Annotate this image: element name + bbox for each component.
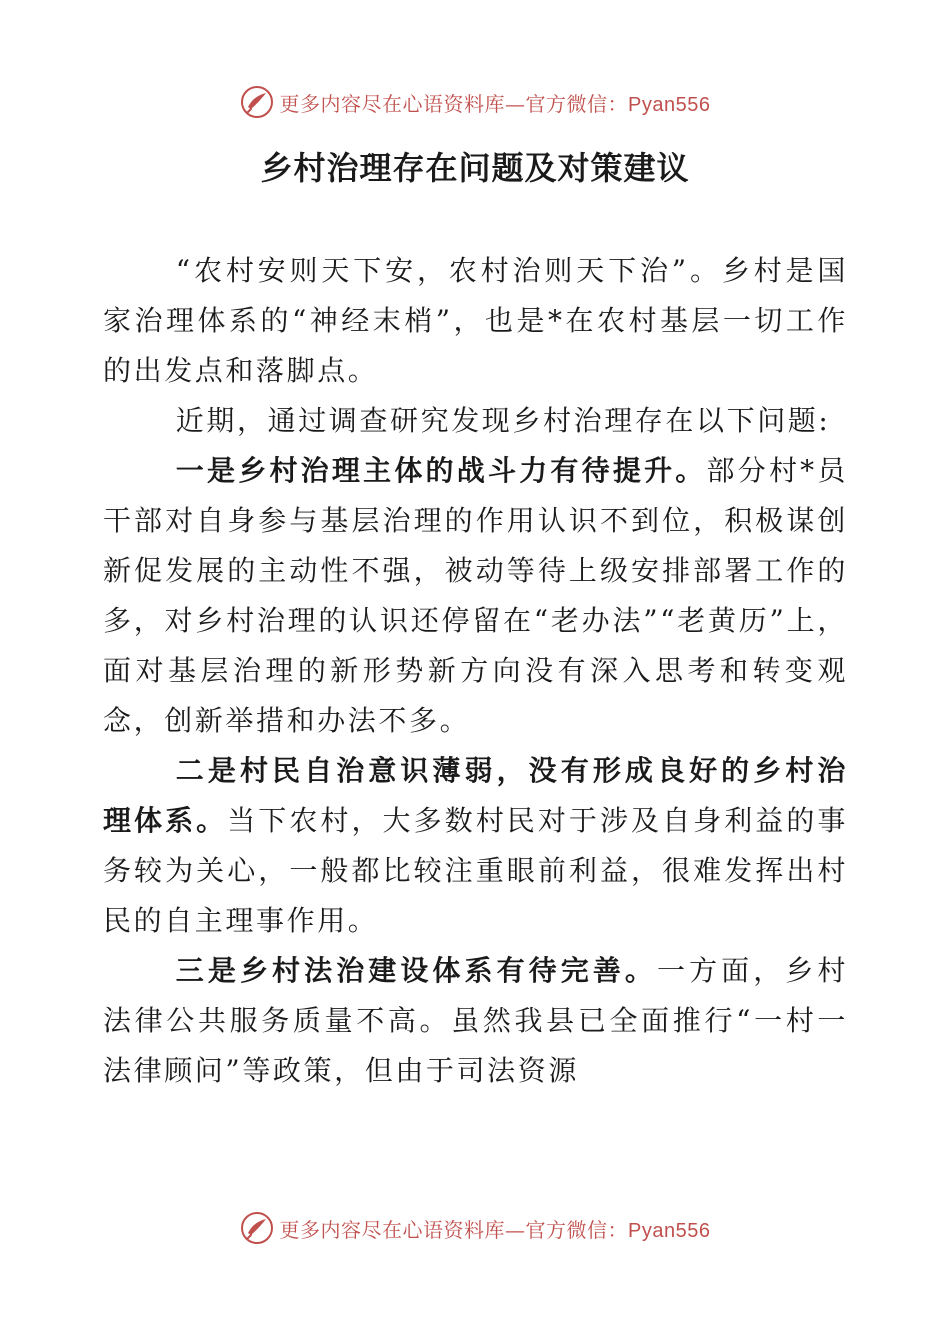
paragraph-2: 近期，通过调查研究发现乡村治理存在以下问题: (175, 404, 831, 437)
paragraph-3: 一是乡村治理主体的战斗力有待提升。部分村*员干部对自身参与基层治理的作用认识不到位，积极谋创新促发展的主动性不强，被动等待上级安排部署工作的多，对乡村治理的认识还停留在“老办法”“老黄历”上，面对基层治理的新形势新方向没有深入思考和转变观念，创新举措和办法不多。 (103, 454, 848, 737)
paragraph-4-heading: 二是村民自治意识薄弱，没有形成良好的乡村治理体系。 (103, 754, 848, 837)
pen-logo-icon (240, 1211, 274, 1245)
paragraph-1: “农村安则天下安，农村治则天下治”。乡村是国家治理体系的“神经末梢”，也是*在农村基层一切工作的出发点和落脚点。 (103, 254, 848, 387)
watermark-text: 更多内容尽在心语资料库—官方微信：Pyan556 (279, 1217, 711, 1242)
footer-watermark (0, 1208, 950, 1248)
paragraph-5-heading: 三是乡村法治建设体系有待完善。 (175, 954, 657, 987)
header-watermark (0, 82, 950, 122)
document-title: 乡村治理存在问题及对策建议 (260, 149, 690, 187)
paragraph-3-heading: 一是乡村治理主体的战斗力有待提升。 (175, 454, 707, 487)
document-body (103, 246, 848, 1096)
paragraph-5: 三是乡村法治建设体系有待完善。一方面，乡村法律公共服务质量不高。虽然我县已全面推行“一村一法律顾问”等政策，但由于司法资源 (103, 954, 848, 1087)
paragraph-4: 二是村民自治意识薄弱，没有形成良好的乡村治理体系。当下农村，大多数村民对于涉及自身利益的事务较为关心，一般都比较注重眼前利益，很难发挥出村民的自主理事作用。 (103, 754, 848, 937)
watermark-text: 更多内容尽在心语资料库—官方微信：Pyan556 (279, 91, 711, 116)
watermark-wechat-id: Pyan556 (628, 93, 711, 116)
pen-logo-icon (240, 85, 274, 119)
watermark-wechat-id: Pyan556 (628, 1219, 711, 1242)
